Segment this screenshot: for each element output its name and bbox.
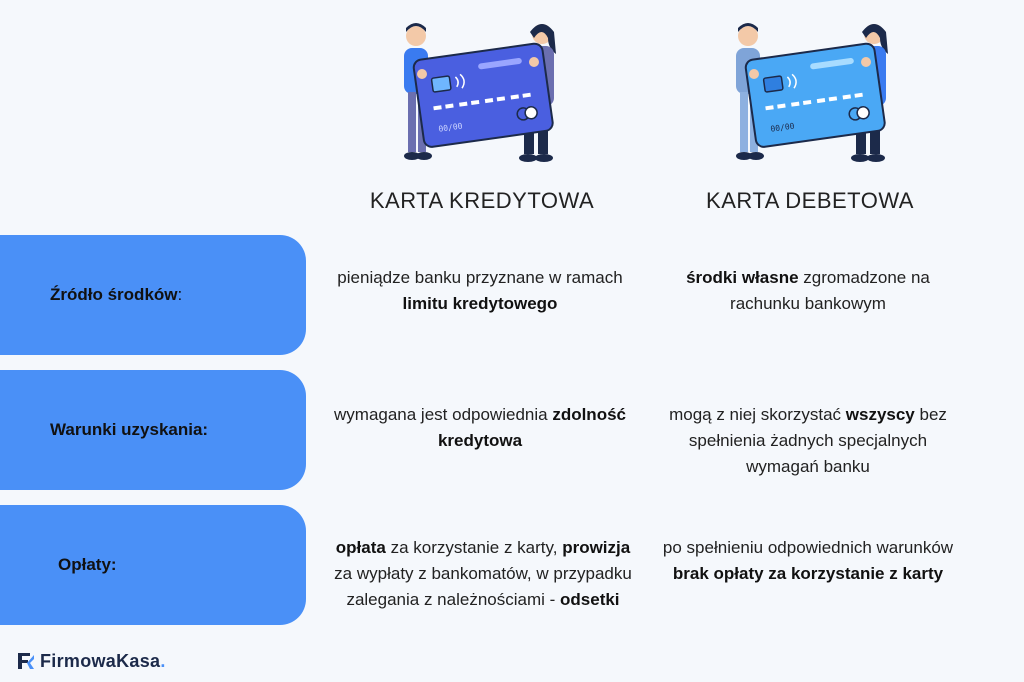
row-label-pill-conditions xyxy=(0,370,306,490)
cell-debit-fees: po spełnieniu odpowiednich warunków brak opłaty za korzystanie z karty xyxy=(662,538,954,583)
debit-card-number: 00/00 xyxy=(769,121,796,134)
cell-credit-conditions: wymagana jest odpowiednia zdolność kredytowa xyxy=(334,405,626,450)
cell-debit-source: środki własne zgromadzone na rachunku bankowym xyxy=(686,268,930,313)
row-label-pill-source xyxy=(0,235,306,355)
row-label-fees: Opłaty: xyxy=(58,555,117,574)
row-label-conditions: Warunki uzyskania: xyxy=(50,420,209,439)
cell-credit-fees: opłata za korzystanie z karty, prowizja za wypłaty z bankomatów, w przypadku zalegania z należnościami - odsetki xyxy=(334,538,632,609)
row-label-source: Źródło środków: xyxy=(50,285,183,304)
row-label-pill-fees xyxy=(0,505,306,625)
column-title-credit: KARTA KREDYTOWA xyxy=(369,188,595,213)
cell-credit-source: pieniądze banku przyznane w ramach limitu kredytowego xyxy=(337,268,623,313)
logo-text: FirmowaKasa. xyxy=(40,650,166,671)
firmowakasa-logo xyxy=(16,650,166,672)
debit-card-illustration xyxy=(710,14,910,174)
credit-card-illustration xyxy=(378,14,578,174)
logo-mark-icon xyxy=(16,651,36,671)
credit-card-number: 00/00 xyxy=(437,121,464,134)
cell-debit-conditions: mogą z niej skorzystać wszyscy bez spełnienia żadnych specjalnych wymagań banku xyxy=(669,405,947,476)
column-title-debit: KARTA DEBETOWA xyxy=(706,188,914,213)
